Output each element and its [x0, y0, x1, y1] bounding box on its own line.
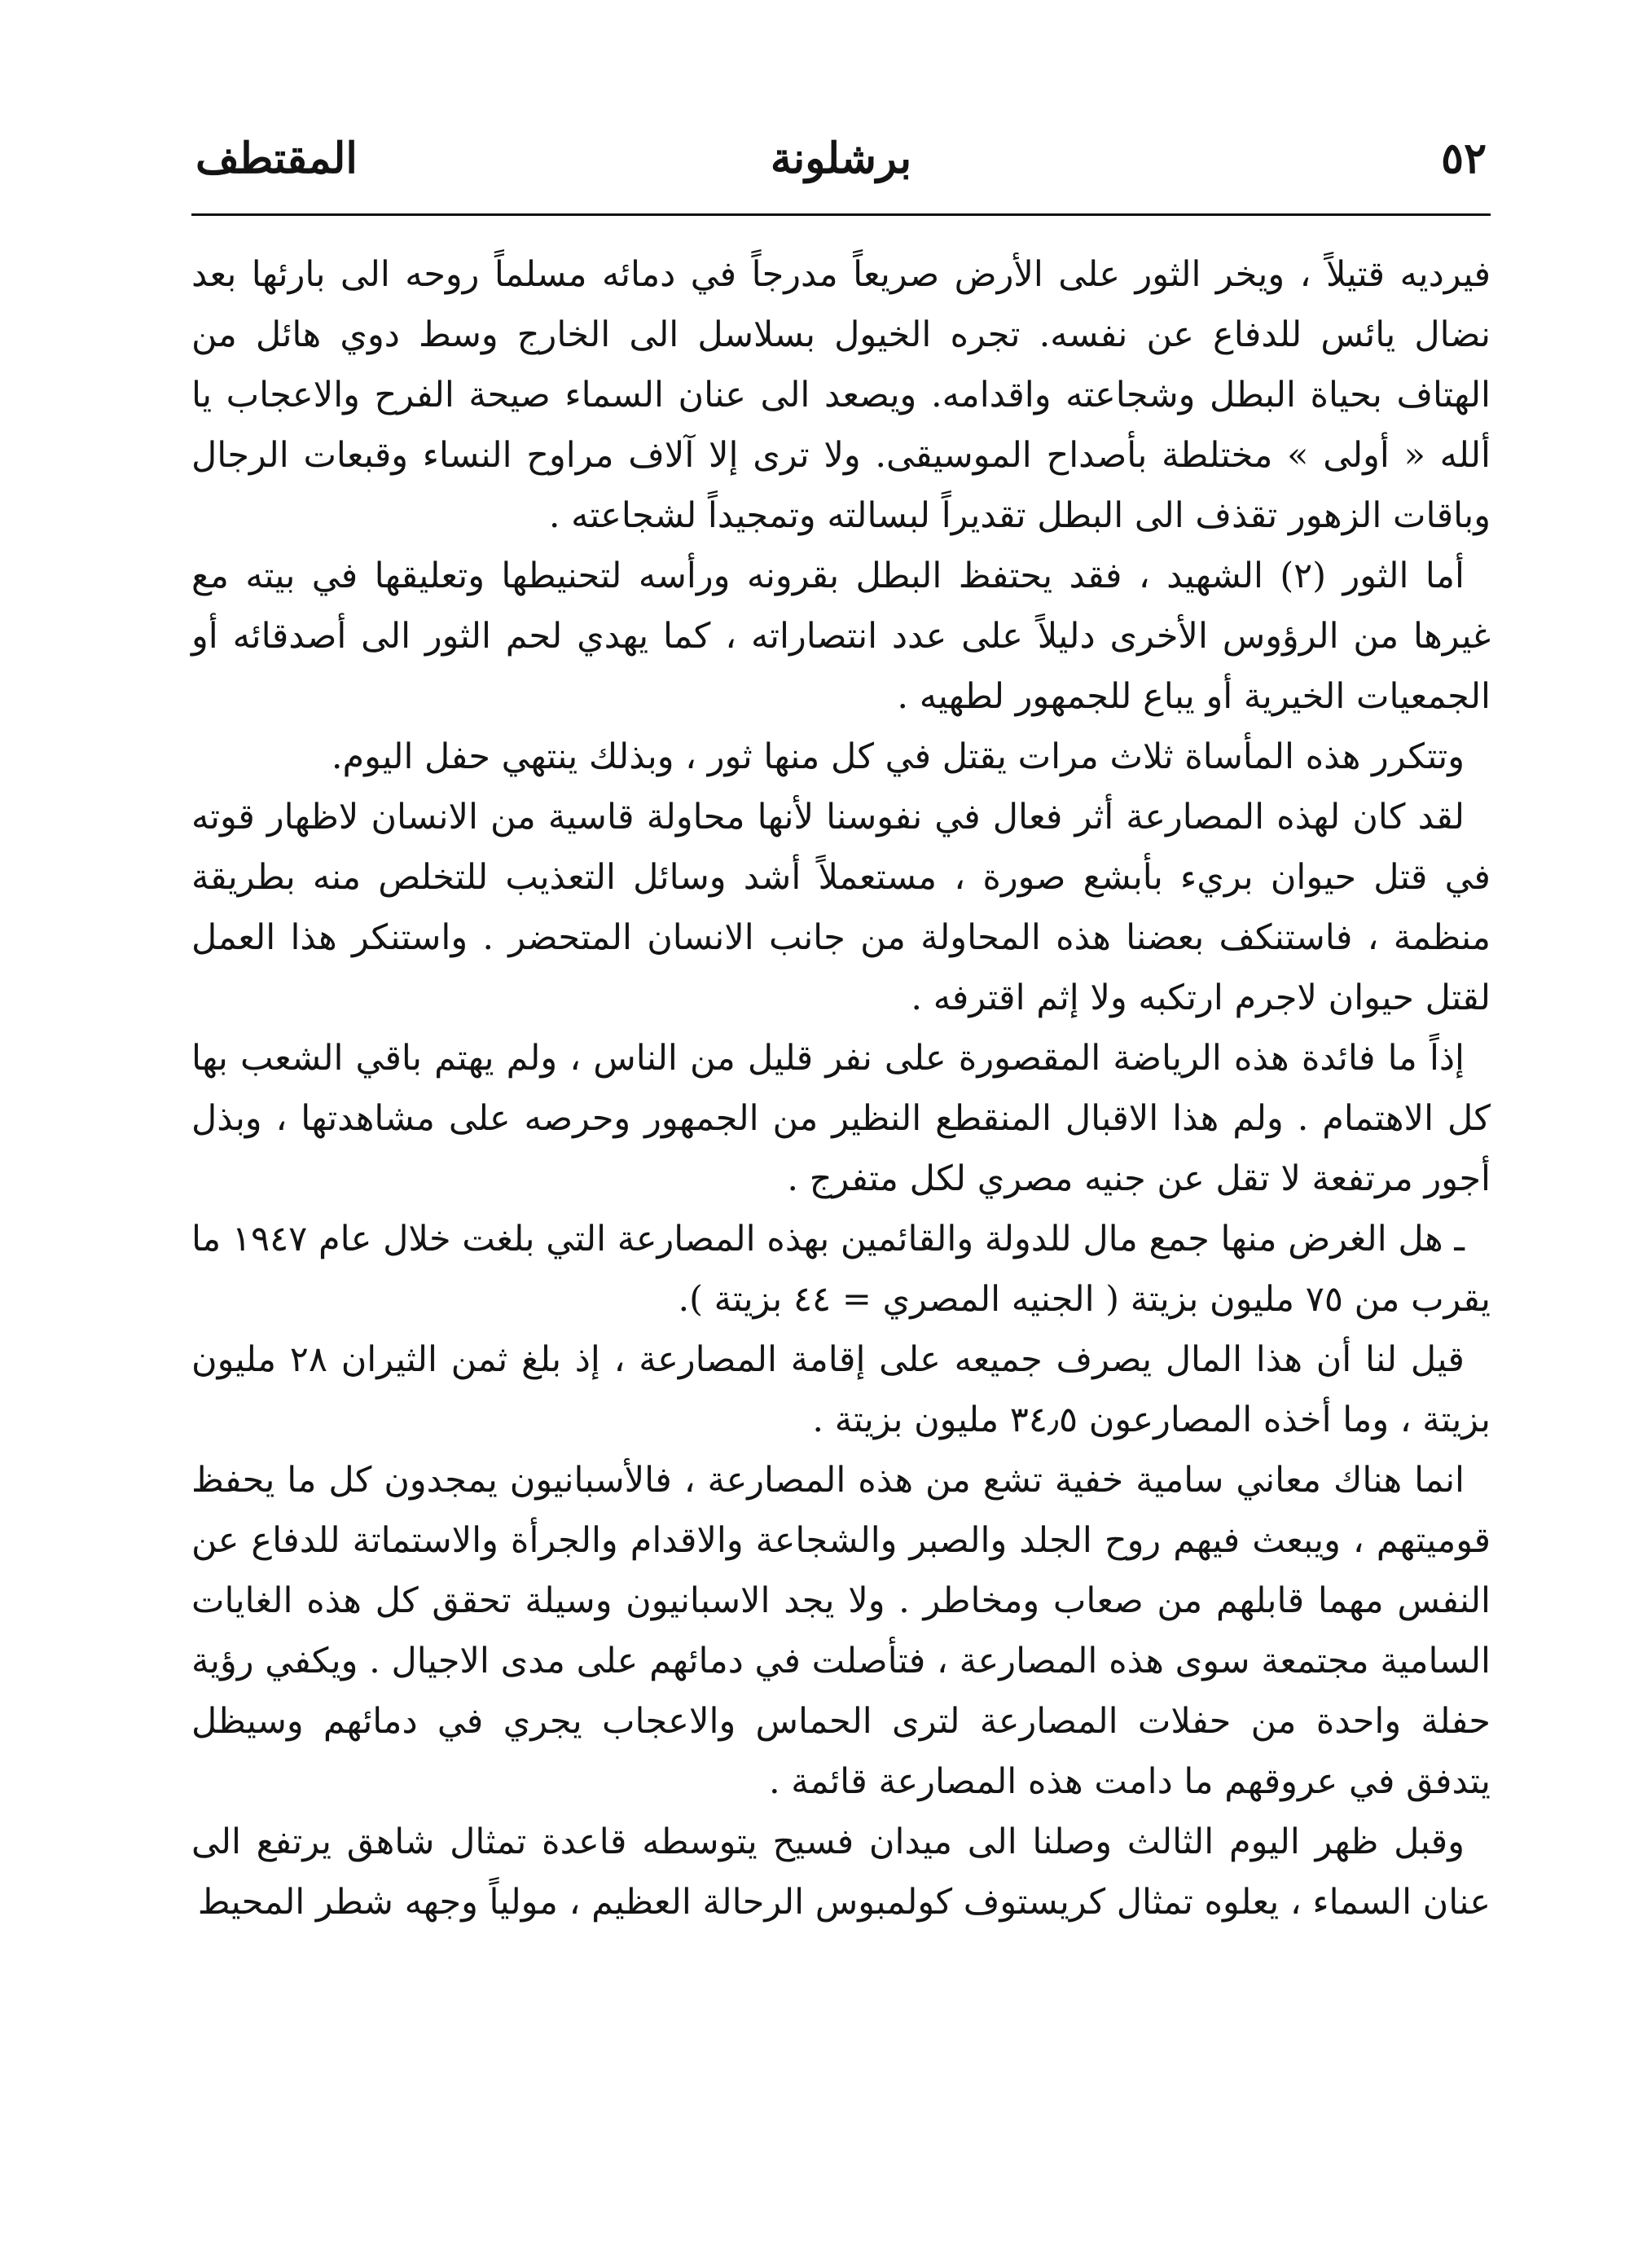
running-header — [195, 126, 1487, 191]
paragraph-7: قيل لنا أن هذا المال يصرف جميعه على إقامة المصارعة ، إذ بلغ ثمن الثيران ٢٨ مليون بزيتة ، وما أخذه المصارعون ٣٤٫٥ مليون بزيتة . — [191, 1339, 1491, 1440]
paragraph-1: فيرديه قتيلاً ، ويخر الثور على الأرض صريعاً مدرجاً في دمائه مسلماً روحه الى بارئها بعد نضال يائس للدفاع عن نفسه. تجره الخيول بسلاسل الى الخارج وسط دوي هائل من الهتاف بحياة البطل وشجاعته واقدامه. ويصعد الى عنان السماء صيحة الفرح والاعجاب يا ألله « أولى » مختلطة بأصداح الموسيقى. ولا ترى إلا آلاف مراوح النساء وقبعات الرجال وباقات الزهور تقذف الى البطل تقديراً لبسالته وتمجيداً لشجاعته . — [191, 254, 1491, 536]
page-number: ٥٢ — [1441, 134, 1487, 183]
paragraph-8: انما هناك معاني سامية خفية تشع من هذه المصارعة ، فالأسبانيون يمجدون كل ما يحفظ قوميتهم ، ويبعث فيهم روح الجلد والصبر والشجاعة والاقدام والجرأة والاستماتة للدفاع عن النفس مهما قابلهم من صعاب ومخاطر . ولا يجد الاسبانيون وسيلة تحقق كل هذه الغايات السامية مجتمعة سوى هذه المصارعة ، فتأصلت في دمائهم على مدى الاجيال . ويكفي رؤية حفلة واحدة من حفلات المصارعة لترى الحماس والاعجاب يجري في دمائهم وسيظل يتدفق في عروقهم ما دامت هذه المصارعة قائمة . — [191, 1460, 1491, 1802]
header-rule — [191, 213, 1491, 216]
journal-name: المقتطف — [195, 134, 358, 183]
article-body — [191, 244, 1491, 1932]
paragraph-6: ـ هل الغرض منها جمع مال للدولة والقائمين بهذه المصارعة التي بلغت خلال عام ١٩٤٧ ما يقرب من ٧٥ مليون بزيتة ( الجنيه المصري = ٤٤ بزيتة ). — [191, 1219, 1491, 1320]
paragraph-2: أما الثور (٢) الشهيد ، فقد يحتفظ البطل بقرونه ورأسه لتحنيطها وتعليقها في بيته مع غيرها من الرؤوس الأخرى دليلاً على عدد انتصاراته ، كما يهدي لحم الثور الى أصدقائه أو الجمعيات الخيرية أو يباع للجمهور لطهيه . — [191, 556, 1491, 717]
paragraph-9: وقبل ظهر اليوم الثالث وصلنا الى ميدان فسيح يتوسطه قاعدة تمثال شاهق يرتفع الى عنان السماء ، يعلوه تمثال كريستوف كولمبوس الرحالة العظيم ، مولياً وجهه شطر المحيط — [191, 1822, 1491, 1923]
paragraph-4: لقد كان لهذه المصارعة أثر فعال في نفوسنا لأنها محاولة قاسية من الانسان لاظهار قوته في قتل حيوان بريء بأبشع صورة ، مستعملاً أشد وسائل التعذيب للتخلص منه بطريقة منظمة ، فاستنكف بعضنا هذه المحاولة من جانب الانسان المتحضر . واستنكر هذا العمل لقتل حيوان لاجرم ارتكبه ولا إثم اقترفه . — [191, 797, 1491, 1018]
chapter-title: برشلونة — [770, 134, 912, 183]
paragraph-5: إذاً ما فائدة هذه الرياضة المقصورة على نفر قليل من الناس ، ولم يهتم باقي الشعب بها كل الاهتمام . ولم هذا الاقبال المنقطع النظير من الجمهور وحرصه على مشاهدتها ، وبذل أجور مرتفعة لا تقل عن جنيه مصري لكل متفرج . — [191, 1038, 1491, 1199]
paragraph-3: وتتكرر هذه المأساة ثلاث مرات يقتل في كل منها ثور ، وبذلك ينتهي حفل اليوم. — [331, 736, 1465, 777]
